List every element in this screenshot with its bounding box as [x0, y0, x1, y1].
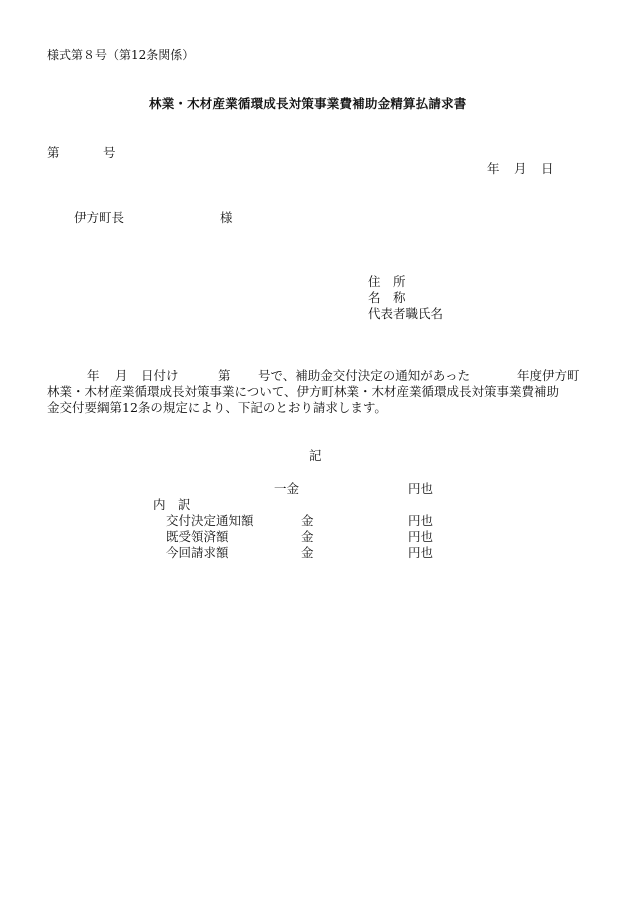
body-line1-dai: 第	[218, 368, 231, 383]
doc-number-suffix: 号	[103, 145, 116, 160]
breakdown-heading: 内 訳	[153, 497, 191, 512]
recipient-honorific: 様	[220, 210, 233, 225]
ki-heading: 記	[309, 448, 322, 463]
breakdown-row-kin: 金	[301, 513, 314, 528]
document-title: 林業・木材産業循環成長対策事業費補助金精算払請求書	[149, 96, 467, 111]
body-line1-month: 月	[115, 368, 128, 383]
total-unit: 円也	[408, 481, 434, 496]
body-line3: 金交付要綱第12条の規定により、下記のとおり請求します。	[47, 400, 387, 415]
total-label: 一金	[274, 481, 300, 496]
form-number: 様式第８号（第12条関係）	[47, 48, 195, 62]
applicant-name-label: 名 称	[368, 290, 406, 305]
doc-number-prefix: 第	[47, 145, 60, 160]
breakdown-row-label: 交付決定通知額	[166, 513, 254, 528]
breakdown-row-label: 今回請求額	[166, 545, 229, 560]
breakdown-row-unit: 円也	[408, 529, 434, 544]
body-line1-fiscal: 年度伊方町	[517, 368, 580, 383]
applicant-address-label: 住 所	[368, 274, 406, 289]
body-line2: 林業・木材産業循環成長対策事業について、伊方町林業・木材産業循環成長対策事業費補助	[47, 384, 560, 399]
body-line1-day: 日付け	[141, 368, 179, 383]
body-line1-year: 年	[87, 368, 100, 383]
date-year: 年	[487, 161, 500, 176]
breakdown-row-kin: 金	[301, 545, 314, 560]
date-month: 月	[514, 161, 527, 176]
breakdown-row-unit: 円也	[408, 545, 434, 560]
applicant-representative-label: 代表者職氏名	[368, 306, 444, 321]
breakdown-row-unit: 円也	[408, 513, 434, 528]
recipient: 伊方町長	[74, 210, 125, 225]
breakdown-row-label: 既受領済額	[166, 529, 229, 544]
body-line1-notice: 号で、補助金交付決定の通知があった	[258, 368, 471, 383]
date-day: 日	[541, 161, 554, 176]
breakdown-row-kin: 金	[301, 529, 314, 544]
